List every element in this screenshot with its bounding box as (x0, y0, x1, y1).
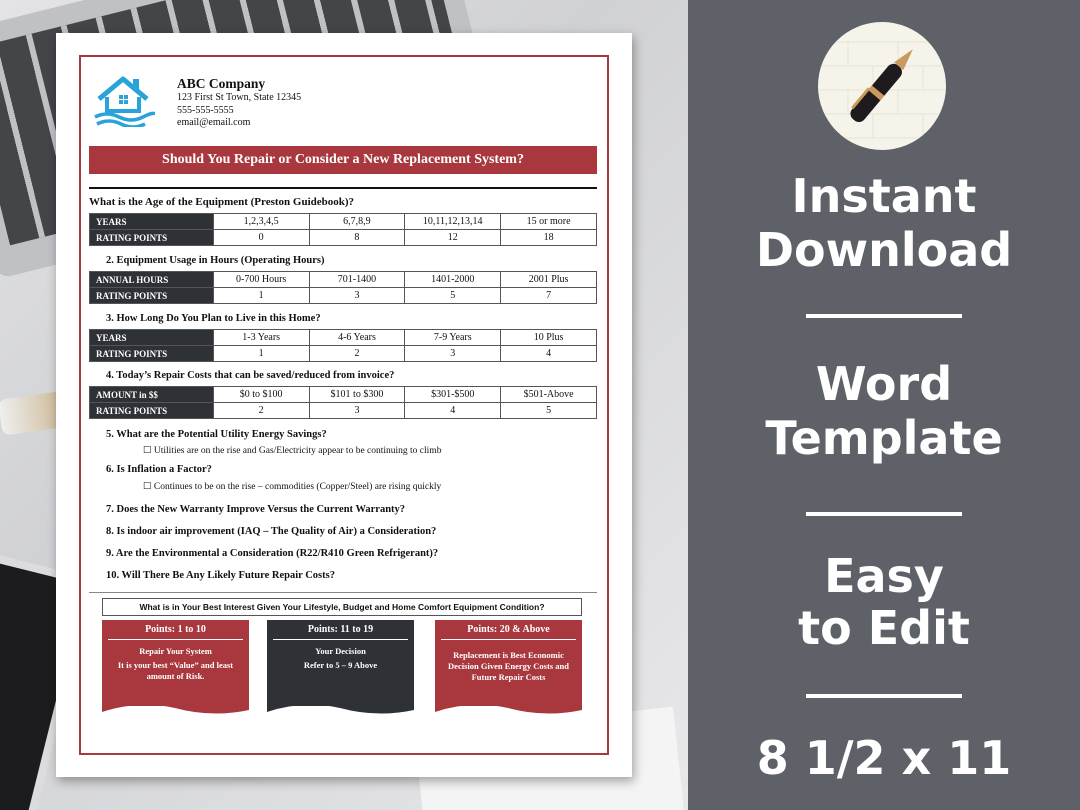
table-row: ANNUAL HOURS 0-700 Hours 701-1400 1401-2000 2001 Plus (90, 272, 597, 288)
fountain-pen-icon (818, 22, 946, 150)
q4-title: 4. Today’s Repair Costs that can be saved/reduced from invoice? (106, 370, 395, 381)
q10-title: 10. Will There Be Any Likely Future Repair Costs? (106, 570, 335, 581)
q7-title: 7. Does the New Warranty Improve Versus the Current Warranty? (106, 504, 406, 515)
q5-option-checkbox[interactable]: ☐ Utilities are on the rise and Gas/Electricity appear to be continuing to climb (143, 446, 442, 456)
download-text: Download (755, 223, 1013, 277)
document-page (56, 33, 632, 777)
size-text: 8 1/2 x 11 (756, 731, 1012, 785)
q4-table (89, 386, 597, 419)
title-rule (89, 187, 597, 189)
q1-title: What is the Age of the Equipment (Preston Guidebook)? (89, 196, 355, 208)
table-row: YEARS 1,2,3,4,5 6,7,8,9 10,11,12,13,14 15 or more (90, 214, 597, 230)
instant-text: Instant (791, 169, 977, 223)
company-info (177, 76, 301, 130)
company-name: ABC Company (177, 76, 266, 91)
result-box-low: Points: 1 to 10 Repair Your System It is your best “Value” and least amount of Risk. (102, 620, 249, 706)
q6-option-checkbox[interactable]: ☐ Continues to be on the rise – commodities (Copper/Steel) are rising quickly (143, 482, 442, 492)
house-logo-icon (93, 71, 155, 127)
q3-table (89, 329, 597, 362)
table-row: RATING POINTS 0 8 12 18 (90, 230, 597, 246)
section-divider (89, 592, 597, 593)
company-address: 123 First St Town, State 12345 (177, 92, 302, 103)
q5-title: 5. What are the Potential Utility Energy Savings? (106, 429, 327, 440)
template-text: Template (765, 411, 1003, 465)
q1-table (89, 213, 597, 246)
easy-text: Easy (824, 549, 944, 603)
divider-line (806, 512, 962, 516)
q8-title: 8. Is indoor air improvement (IAQ – The Quality of Air) a Consideration? (106, 526, 437, 537)
q3-title: 3. How Long Do You Plan to Live in this Home? (106, 313, 321, 324)
table-row: RATING POINTS 1 3 5 7 (90, 288, 597, 304)
document-title: Should You Repair or Consider a New Replacement System? (89, 146, 597, 174)
q6-title: 6. Is Inflation a Factor? (106, 464, 212, 475)
table-row: RATING POINTS 1 2 3 4 (90, 346, 597, 362)
interest-heading: What is in Your Best Interest Given Your Lifestyle, Budget and Home Comfort Equipment Condition? (102, 598, 582, 616)
company-email: email@email.com (177, 117, 251, 128)
to-edit-text: to Edit (798, 601, 970, 655)
q2-title: 2. Equipment Usage in Hours (Operating Hours) (106, 255, 325, 266)
promo-panel (688, 0, 1080, 810)
q2-table (89, 271, 597, 304)
q9-title: 9. Are the Environmental a Consideration (R22/R410 Green Refrigerant)? (106, 548, 439, 559)
table-row: RATING POINTS 2 3 4 5 (90, 403, 597, 419)
table-row: AMOUNT in $$ $0 to $100 $101 to $300 $301-$500 $501-Above (90, 387, 597, 403)
divider-line (806, 694, 962, 698)
divider-line (806, 314, 962, 318)
result-box-mid: Points: 11 to 19 Your Decision Refer to 5 – 9 Above (267, 620, 414, 706)
result-box-high: Points: 20 & Above Replacement is Best Economic Decision Given Energy Costs and Future Repair Costs (435, 620, 582, 706)
company-phone: 555-555-5555 (177, 104, 234, 116)
word-text: Word (815, 357, 953, 411)
table-row: YEARS 1-3 Years 4-6 Years 7-9 Years 10 Plus (90, 330, 597, 346)
